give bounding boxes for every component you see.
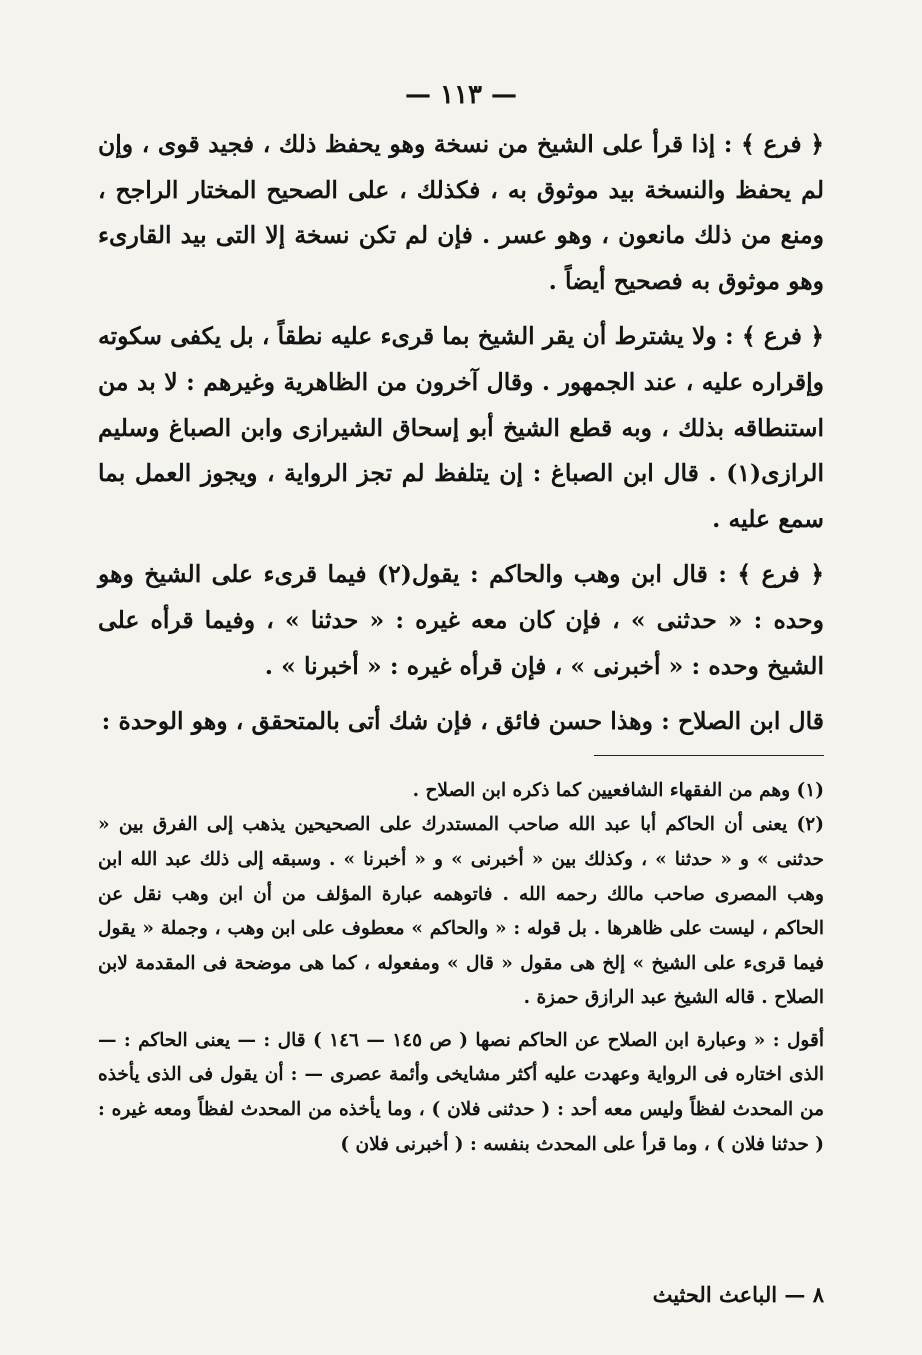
footnote-divider <box>594 755 824 756</box>
page-number: — ١١٣ — <box>404 80 518 110</box>
paragraph-far-3: ﴿ فرع ﴾ : قال ابن وهب والحاكم : يقول(٢) فيما قرىء على الشيخ وهو وحده : « حدثنى » ، فإن كان معه غيره : « حدثنا » ، وفيما قرأه على الشيخ وحده : « أخبرنى » ، فإن قرأه غيره : « أخبرنا » . <box>98 560 824 680</box>
paragraph-far-2: ﴿ فرع ﴾ : ولا يشترط أن يقر الشيخ بما قرىء عليه نطقاً ، بل يكفى سكوته وإقراره عليه ، عند الجمهور . وقال آخرون من الظاهرية وغيرهم : لا بد من استنطاقه بذلك ، وبه قطع الشيخ أبو إسحاق الشيرازى وابن الصباغ وسليم الرازى(١) . قال ابن الصباغ : إن يتلفظ لم تجز الرواية ، ويجوز العمل بما سمع عليه . <box>98 322 824 533</box>
footnote-continuation: أقول : « وعبارة ابن الصلاح عن الحاكم نصها ( ص ١٤٥ — ١٤٦ ) قال : — يعنى الحاكم : — الذى اختاره فى الرواية وعهدت عليه أكثر مشايخى وأئمة عصرى — : أن يقول فى الذى يأخذه من المحدث لفظاً وليس معه أحد : ( حدثنى فلان ) ، وما يأخذه من المحدث لفظاً ومعه غيره : ( حدثنا فلان ) ، وما قرأ على المحدث بنفسه : ( أخبرنى فلان ) <box>98 1029 824 1155</box>
footnotes <box>98 774 824 1163</box>
signature-footer: ٨ — الباعث الحثيث <box>652 1282 824 1307</box>
main-text <box>98 122 824 745</box>
paragraph-ibn-salah: قال ابن الصلاح : وهذا حسن فائق ، فإن شك أتى بالمتحقق ، وهو الوحدة : <box>101 707 824 736</box>
paragraph-far-1: ﴿ فرع ﴾ : إذا قرأ على الشيخ من نسخة وهو يحفظ ذلك ، فجيد قوى ، وإن لم يحفظ والنسخة بيد موثوق به ، فكذلك ، على الصحيح المختار الراجح ، ومنع من ذلك مانعون ، وهو عسر . فإن لم تكن نسخة إلا التى بيد القارىء وهو موثوق به فصحيح أيضاً . <box>98 130 824 295</box>
footnote-1: (١) وهم من الفقهاء الشافعيين كما ذكره ابن الصلاح . <box>412 779 824 801</box>
footnote-2: (٢) يعنى أن الحاكم أبا عبد الله صاحب المستدرك على الصحيحين يذهب إلى الفرق بين « حدثنى » و « حدثنا » ، وكذلك بين « أخبرنى » و « أخبرنا » . وسبقه إلى ذلك عبد الله ابن وهب المصرى صاحب مالك رحمه الله . فاتوهمه عبارة المؤلف من أن ابن وهب نقل عن الحاكم ، ليست على ظاهرها . بل قوله : « والحاكم » معطوف على ابن وهب ، وجملة « يقول فيما قرىء على الشيخ » إلخ هى مقول « قال » ومفعوله ، كما هى موضحة فى المقدمة لابن الصلاح . قاله الشيخ عبد الرازق حمزة . <box>98 814 824 1009</box>
